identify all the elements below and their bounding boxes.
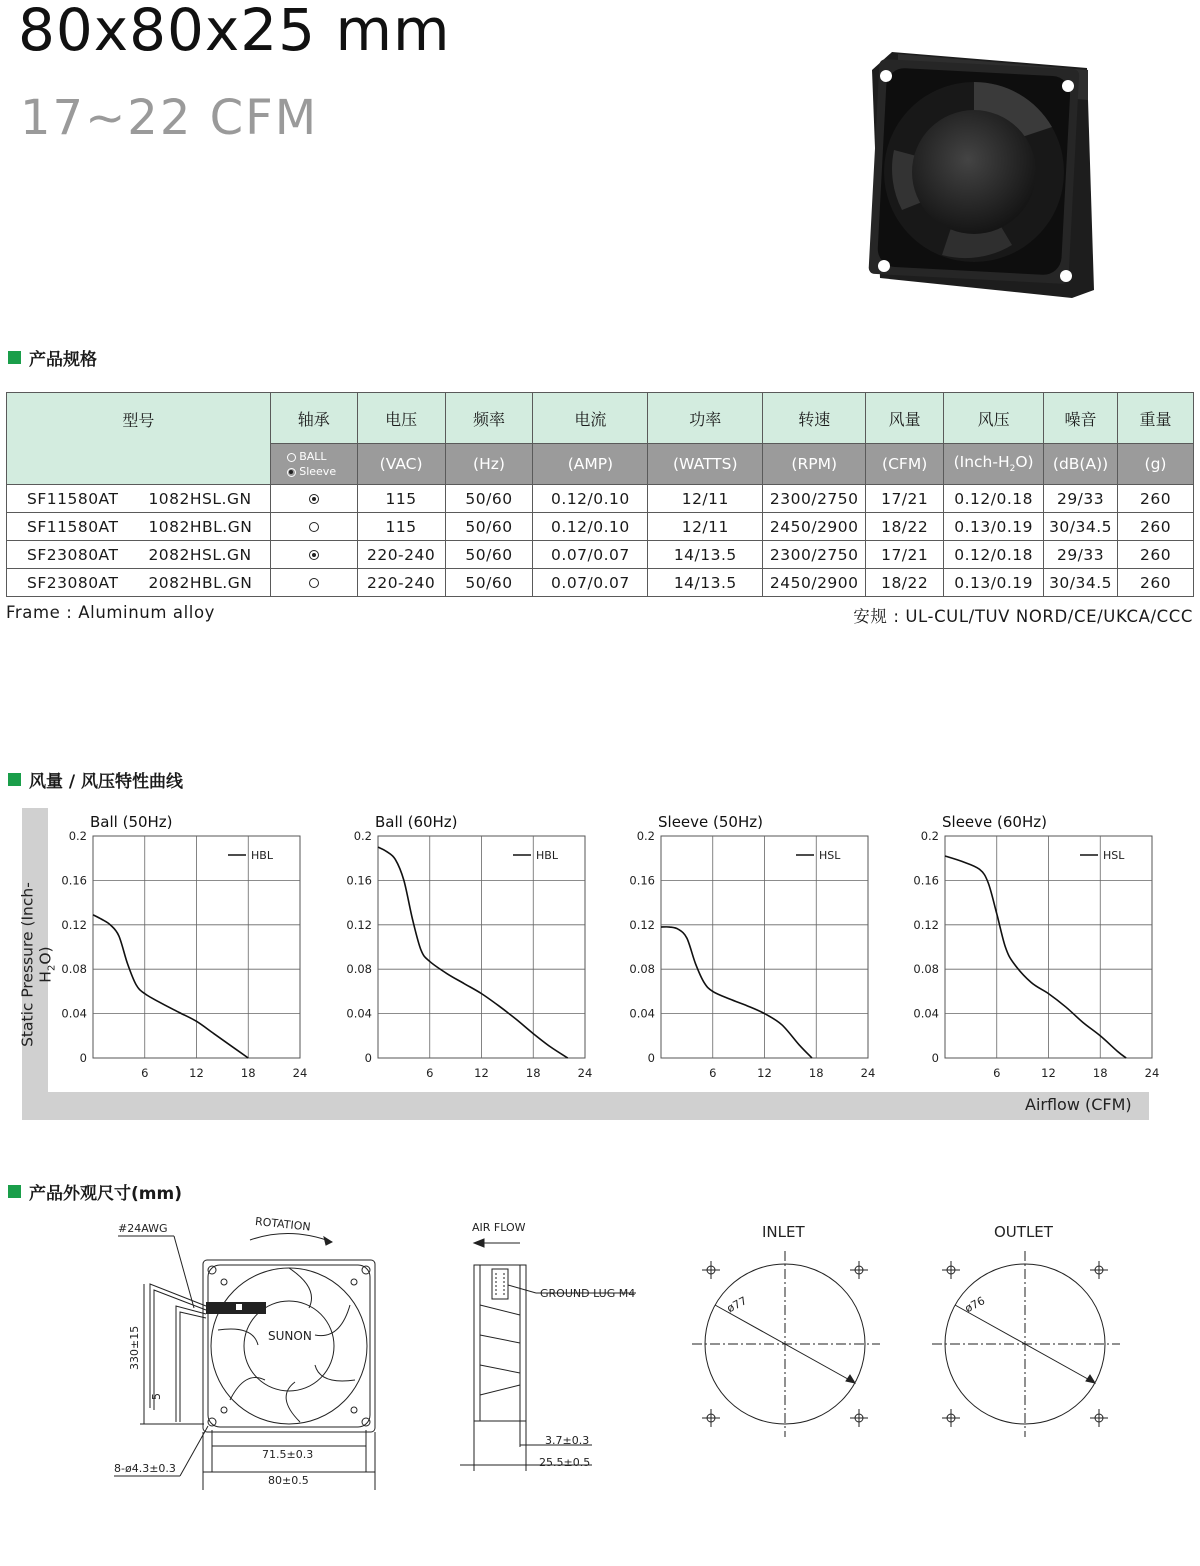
- wire-label: #24AWG: [118, 1222, 168, 1235]
- unit-speed: (RPM): [763, 444, 866, 485]
- flange-label: 3.7±0.3: [545, 1434, 590, 1447]
- y-tick-label: 0: [647, 1051, 655, 1065]
- y-tick-label: 0.16: [913, 873, 939, 888]
- x-axis-label: Airflow (CFM): [1025, 1095, 1132, 1114]
- x-tick-label: 18: [240, 1066, 256, 1080]
- y-tick-label: 0.12: [913, 917, 939, 932]
- lead-length-label: 330±15: [128, 1325, 141, 1370]
- cell-speed: 2300/2750: [763, 541, 866, 569]
- x-tick-label: 24: [1144, 1066, 1160, 1080]
- width-label: 80±0.5: [268, 1474, 309, 1487]
- chart-title: Ball (60Hz): [375, 813, 458, 831]
- unit-voltage: (VAC): [357, 444, 445, 485]
- y-tick-label: 0.2: [920, 829, 939, 843]
- y-axis-label-post: O): [36, 946, 55, 965]
- y-tick-label: 0.12: [629, 917, 655, 932]
- cell-current: 0.12/0.10: [533, 485, 648, 513]
- legend-label: HSL: [1103, 849, 1125, 862]
- model-number: SF11580AT: [27, 489, 119, 508]
- table-row: [7, 541, 1194, 569]
- mount-holes: [208, 1266, 370, 1426]
- y-axis-label-pre: Static Pressure (Inch-H: [18, 882, 55, 1047]
- table-row: [7, 569, 1194, 597]
- section-marker-icon: [8, 1185, 21, 1198]
- cell-noise: 29/33: [1044, 485, 1118, 513]
- cell-model: [7, 485, 271, 513]
- y-tick-label: 0.12: [61, 917, 87, 932]
- model-number: SF23080AT: [27, 573, 119, 592]
- y-tick-label: 0.2: [353, 829, 372, 843]
- unit-pressure-sub: 2: [1009, 464, 1016, 475]
- unit-noise: (dB(A)): [1044, 444, 1118, 485]
- y-axis-label: [18, 865, 57, 1065]
- front-view-drawing: [100, 1210, 390, 1490]
- col-header-pressure: 风压: [944, 393, 1044, 444]
- cell-weight: 260: [1118, 485, 1194, 513]
- cell-pressure: 0.13/0.19: [944, 513, 1044, 541]
- legend-label: HSL: [819, 849, 841, 862]
- unit-airflow: (CFM): [866, 444, 944, 485]
- cell-airflow: 17/21: [866, 541, 944, 569]
- x-tick-label: 18: [525, 1066, 541, 1080]
- sleeve-dot-icon: [287, 468, 296, 477]
- cell-current: 0.12/0.10: [533, 513, 648, 541]
- inlet-outlet-drawing: [690, 1215, 1130, 1445]
- y-tick-label: 0.12: [346, 917, 372, 932]
- ball-circle-icon: [309, 578, 319, 588]
- y-tick-label: 0.08: [629, 962, 655, 977]
- x-tick-label: 18: [1092, 1066, 1108, 1080]
- y-tick-label: 0.2: [636, 829, 655, 843]
- x-tick-label: 6: [993, 1066, 1001, 1080]
- side-view-drawing: [450, 1215, 650, 1475]
- col-header-bearing: 轴承: [270, 393, 357, 444]
- pq-chart: [60, 812, 310, 1087]
- cell-weight: 260: [1118, 513, 1194, 541]
- x-tick-label: 12: [189, 1066, 204, 1080]
- outlet-label: OUTLET: [994, 1223, 1053, 1241]
- col-header-noise: 噪音: [1044, 393, 1118, 444]
- sleeve-dot-icon: [309, 494, 319, 504]
- outlet-diameter-label: ø76: [962, 1294, 988, 1316]
- depth-label: 25.5±0.5: [539, 1456, 591, 1469]
- fan-product-image: [862, 40, 1102, 310]
- y-tick-label: 0.08: [61, 962, 87, 977]
- cell-airflow: 18/22: [866, 513, 944, 541]
- model-code: 2082HBL.GN: [148, 573, 253, 592]
- y-tick-label: 0.16: [346, 873, 372, 888]
- cell-freq: 50/60: [445, 569, 533, 597]
- y-axis-label-sub: 2: [46, 964, 58, 972]
- model-code: 2082HSL.GN: [148, 545, 252, 564]
- bearing-sleeve-label: Sleeve: [299, 465, 337, 478]
- section-header-spec: [8, 345, 97, 370]
- cell-bearing: [270, 513, 357, 541]
- x-tick-label: 6: [141, 1066, 149, 1080]
- cell-weight: 260: [1118, 541, 1194, 569]
- cell-bearing: [270, 569, 357, 597]
- holes-label: 8-ø4.3±0.3: [114, 1462, 176, 1475]
- y-tick-label: 0.16: [61, 873, 87, 888]
- y-tick-label: 0.16: [629, 873, 655, 888]
- ball-circle-icon: [287, 453, 296, 462]
- cell-voltage: 220-240: [357, 541, 445, 569]
- cell-freq: 50/60: [445, 485, 533, 513]
- x-tick-label: 12: [757, 1066, 772, 1080]
- col-header-airflow: 风量: [866, 393, 944, 444]
- pq-chart: [345, 812, 595, 1087]
- unit-frequency: (Hz): [445, 444, 533, 485]
- brand-label: SUNON: [268, 1329, 312, 1343]
- cell-freq: 50/60: [445, 541, 533, 569]
- x-tick-label: 12: [1041, 1066, 1056, 1080]
- cell-model: [7, 541, 271, 569]
- x-tick-label: 18: [808, 1066, 824, 1080]
- table-row: [7, 485, 1194, 513]
- model-code: 1082HBL.GN: [148, 517, 253, 536]
- cell-freq: 50/60: [445, 513, 533, 541]
- model-number: SF23080AT: [27, 545, 119, 564]
- legend-label: HBL: [536, 849, 558, 862]
- cell-model: [7, 569, 271, 597]
- col-header-power: 功率: [648, 393, 763, 444]
- section-marker-icon: [8, 773, 21, 786]
- cell-pressure: 0.12/0.18: [944, 541, 1044, 569]
- y-tick-label: 0.04: [61, 1006, 87, 1021]
- pq-chart: [912, 812, 1162, 1087]
- unit-current: (AMP): [533, 444, 648, 485]
- unit-pressure-post: O): [1015, 453, 1034, 472]
- unit-pressure-pre: (Inch-H: [953, 453, 1010, 472]
- cell-pressure: 0.13/0.19: [944, 569, 1044, 597]
- cell-speed: 2450/2900: [763, 513, 866, 541]
- y-tick-label: 0.04: [629, 1006, 655, 1021]
- cell-power: 12/11: [648, 485, 763, 513]
- cell-voltage: 115: [357, 513, 445, 541]
- x-tick-label: 6: [709, 1066, 717, 1080]
- section-header-curve: [8, 767, 183, 792]
- model-number: SF11580AT: [27, 517, 119, 536]
- cell-model: [7, 513, 271, 541]
- col-header-weight: 重量: [1118, 393, 1194, 444]
- outlet-outline: [932, 1251, 1120, 1437]
- x-tick-label: 6: [426, 1066, 434, 1080]
- unit-pressure: [944, 444, 1044, 485]
- y-tick-label: 0: [931, 1051, 939, 1065]
- cell-pressure: 0.12/0.18: [944, 485, 1044, 513]
- y-tick-label: 0.08: [346, 962, 372, 977]
- cell-power: 12/11: [648, 513, 763, 541]
- cell-airflow: 18/22: [866, 569, 944, 597]
- x-tick-label: 24: [292, 1066, 308, 1080]
- x-tick-label: 12: [474, 1066, 489, 1080]
- cell-current: 0.07/0.07: [533, 569, 648, 597]
- cell-noise: 30/34.5: [1044, 569, 1118, 597]
- col-header-current: 电流: [533, 393, 648, 444]
- section-title-curve: 风量 / 风压特性曲线: [29, 772, 184, 792]
- cell-power: 14/13.5: [648, 541, 763, 569]
- ball-circle-icon: [309, 522, 319, 532]
- section-title-dims: 产品外观尺寸(mm): [29, 1184, 182, 1204]
- y-tick-label: 0.2: [68, 829, 87, 843]
- inlet-outline: [692, 1251, 880, 1437]
- bearing-ball-label: BALL: [299, 450, 327, 463]
- cell-bearing: [270, 541, 357, 569]
- table-header-row: [7, 393, 1194, 444]
- inlet-label: INLET: [762, 1223, 805, 1241]
- cell-weight: 260: [1118, 569, 1194, 597]
- spec-table: [6, 392, 1194, 597]
- col-header-model: 型号: [7, 393, 271, 485]
- cell-voltage: 115: [357, 485, 445, 513]
- legend-label: HBL: [251, 849, 273, 862]
- cell-airflow: 17/21: [866, 485, 944, 513]
- col-header-speed: 转速: [763, 393, 866, 444]
- frame-note: Frame : Aluminum alloy: [6, 603, 216, 622]
- ground-lug-label: GROUND LUG M4: [540, 1287, 636, 1300]
- cell-speed: 2300/2750: [763, 485, 866, 513]
- rotation-label: ROTATION: [254, 1214, 312, 1234]
- section-header-dims: [8, 1179, 182, 1204]
- cell-noise: 30/34.5: [1044, 513, 1118, 541]
- chart-title: Sleeve (50Hz): [658, 813, 763, 831]
- cell-noise: 29/33: [1044, 541, 1118, 569]
- section-marker-icon: [8, 351, 21, 364]
- safety-note: 安规 : UL-CUL/TUV NORD/CE/UKCA/CCC: [853, 607, 1193, 626]
- chart-title: Ball (50Hz): [90, 813, 173, 831]
- unit-power: (WATTS): [648, 444, 763, 485]
- model-code: 1082HSL.GN: [148, 489, 252, 508]
- x-tick-label: 24: [860, 1066, 876, 1080]
- hole-pitch-label: 71.5±0.3: [262, 1448, 314, 1461]
- y-tick-label: 0.08: [913, 962, 939, 977]
- page-title: 80x80x25 mm: [18, 0, 451, 64]
- unit-weight: (g): [1118, 444, 1194, 485]
- y-tick-label: 0.04: [913, 1006, 939, 1021]
- col-header-voltage: 电压: [357, 393, 445, 444]
- pq-chart: [628, 812, 878, 1087]
- cell-voltage: 220-240: [357, 569, 445, 597]
- sleeve-dot-icon: [309, 550, 319, 560]
- page-subtitle: 17~22 CFM: [20, 90, 319, 146]
- cell-speed: 2450/2900: [763, 569, 866, 597]
- col-header-frequency: 频率: [445, 393, 533, 444]
- cell-bearing: [270, 485, 357, 513]
- y-tick-label: 0.04: [346, 1006, 372, 1021]
- x-tick-label: 24: [577, 1066, 593, 1080]
- y-tick-label: 0: [364, 1051, 372, 1065]
- strip-length-label: 5: [150, 1393, 163, 1400]
- section-title-spec: 产品规格: [29, 350, 97, 370]
- cell-current: 0.07/0.07: [533, 541, 648, 569]
- y-tick-label: 0: [79, 1051, 87, 1065]
- table-row: [7, 513, 1194, 541]
- inlet-diameter-label: ø77: [724, 1294, 750, 1316]
- chart-title: Sleeve (60Hz): [942, 813, 1047, 831]
- airflow-label: AIR FLOW: [472, 1221, 526, 1234]
- cell-power: 14/13.5: [648, 569, 763, 597]
- bearing-legend: [270, 444, 357, 485]
